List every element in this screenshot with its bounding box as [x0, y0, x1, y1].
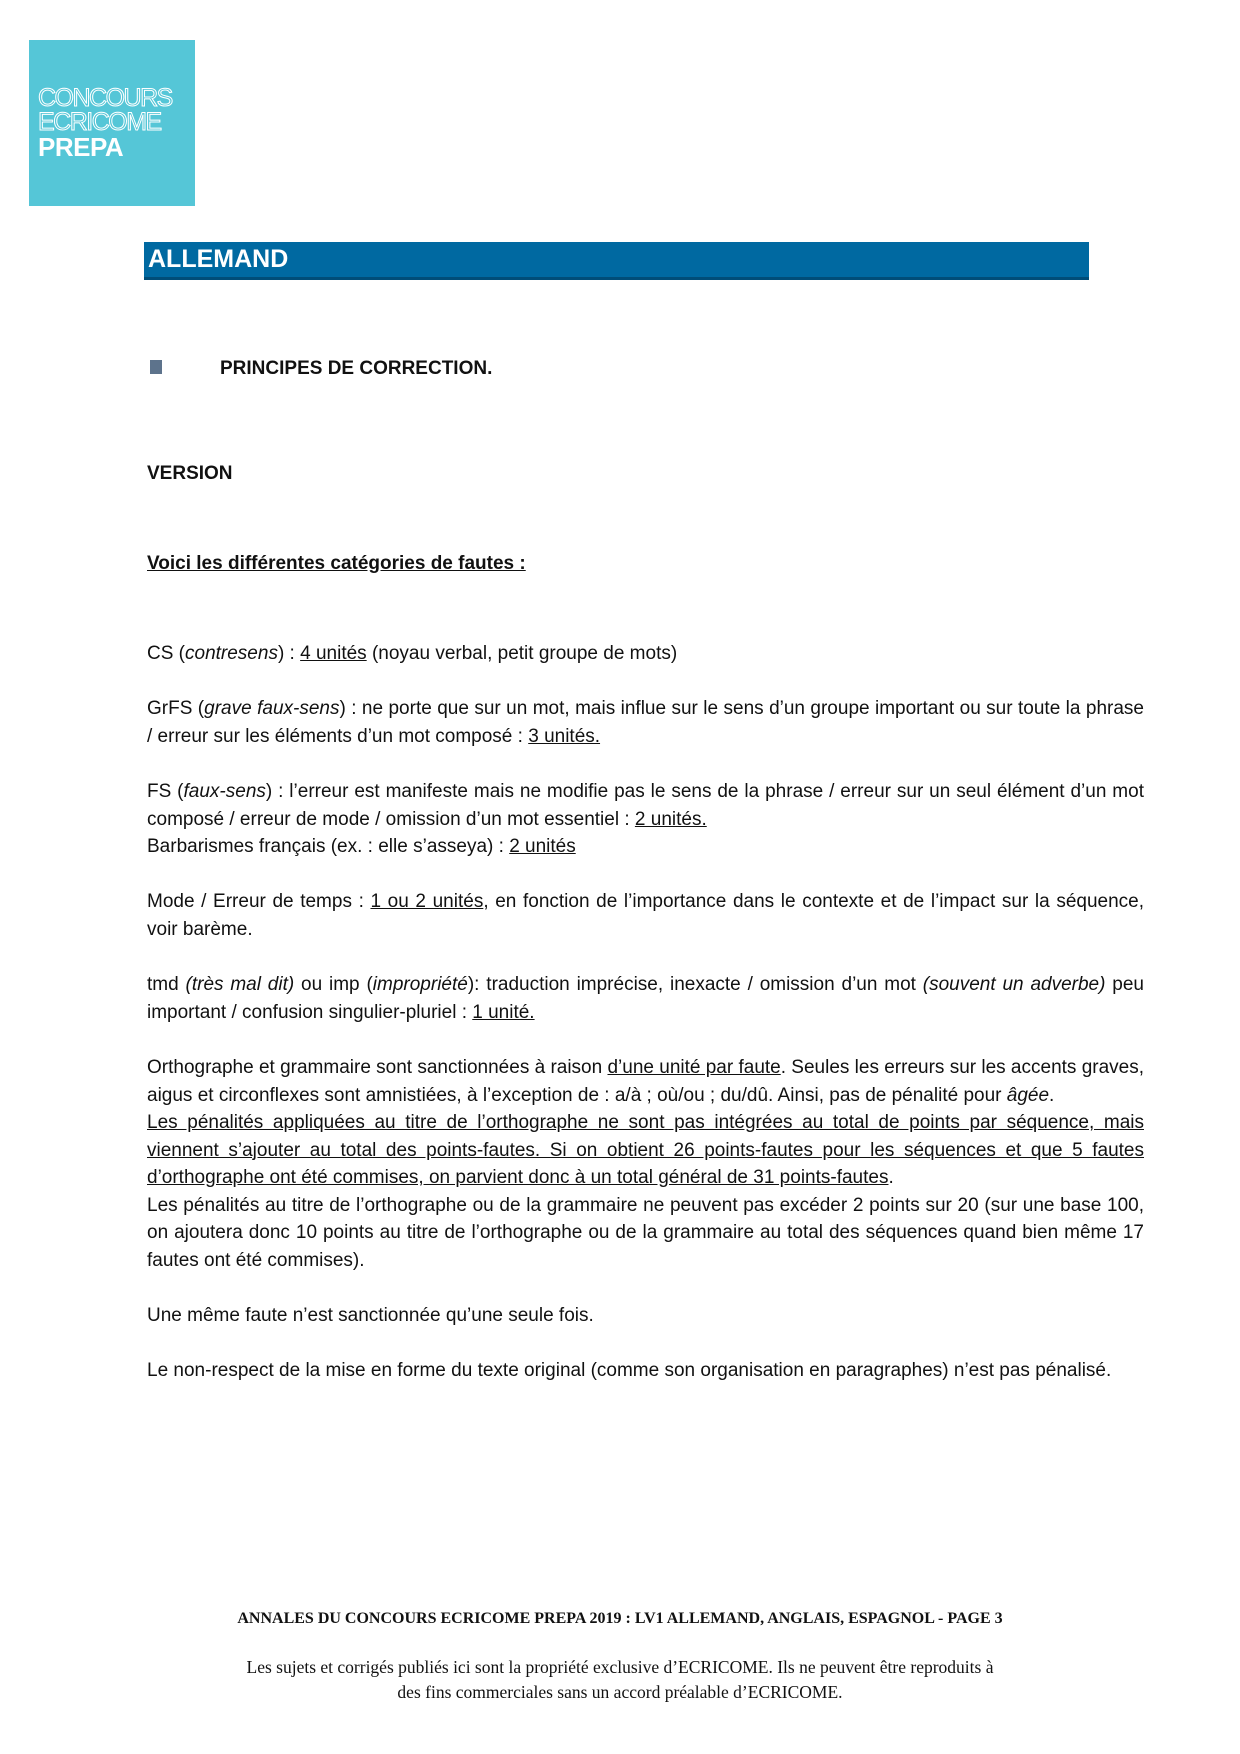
logo-line-concours: CONCOURS: [38, 84, 172, 112]
footer-copyright-note: [150, 1655, 1090, 1705]
paragraph-cs: CS (contresens) : 4 unités (noyau verbal, petit groupe de mots): [147, 643, 678, 664]
version-heading: VERSION: [147, 463, 233, 484]
paragraph-orthographe: Orthographe et grammaire sont sanctionnées à raison d’une unité par faute. Seules les erreurs sur les accents graves, aigus et circonflexes sont amnistiées, à l’exception de : a/à ; où/ou ; du/dû. Ainsi, pas de pénalité pour âgée.: [147, 1056, 1144, 1106]
paragraph-fs: FS (faux-sens) : l’erreur est manifeste mais ne modifie pas le sens de la phrase / erreur sur un seul élément d’un mot composé / erreur de mode / omission d’un mot essentiel : 2 unités.: [147, 780, 1144, 830]
subject-banner: [144, 242, 1089, 280]
paragraph-grfs: GrFS (grave faux-sens) : ne porte que sur un mot, mais influe sur le sens d’un groupe important ou sur toute la phrase / erreur sur les éléments d’un mot composé : 3 unités.: [147, 698, 1144, 747]
paragraph-plafond-penalites: Les pénalités au titre de l’orthographe ou de la grammaire ne peuvent pas excéder 2 points sur 20 (sur une base 100, on ajoutera donc 10 points au titre de l’orthographe ou de la grammaire au total des séquences quand bien même 17 fautes ont été commises).: [147, 1194, 1144, 1272]
section-heading: PRINCIPES DE CORRECTION.: [220, 358, 493, 379]
categories-heading: Voici les différentes catégories de fautes :: [147, 553, 526, 574]
footer-note-line-1: Les sujets et corrigés publiés ici sont la propriété exclusive d’ECRICOME. Ils ne peuvent être reproduits à: [246, 1657, 994, 1677]
paragraph-mode: Mode / Erreur de temps : 1 ou 2 unités, en fonction de l’importance dans le contexte et de l’impact sur la séquence, voir barème.: [147, 891, 1144, 940]
paragraph-penalites-orthographe: Les pénalités appliquées au titre de l’orthographe ne sont pas intégrées au total de points par séquence, mais viennent s’ajouter au total des points-fautes. Si on obtient 26 points-fautes pour les séquences et que 5 fautes d’orthographe ont été commises, on parvient donc à un total général de 31 points-fautes.: [147, 1112, 1144, 1189]
subject-title: ALLEMAND: [148, 245, 289, 273]
paragraph-mise-en-forme: Le non-respect de la mise en forme du texte original (comme son organisation en paragraphes) n’est pas pénalisé.: [147, 1360, 1112, 1382]
correction-body: [147, 640, 1144, 1413]
paragraph-tmd: tmd (très mal dit) ou imp (impropriété): traduction imprécise, inexacte / omission d’un mot (souvent un adverbe) peu important / confusion singulier-pluriel : 1 unité.: [147, 974, 1144, 1023]
ecricome-logo: [29, 40, 195, 206]
footer-title: ANNALES DU CONCOURS ECRICOME PREPA 2019 : LV1 ALLEMAND, ANGLAIS, ESPAGNOL - PAGE 3: [237, 1610, 1003, 1627]
square-bullet-icon: [150, 360, 162, 374]
paragraph-meme-faute: Une même faute n’est sanctionnée qu’une seule fois.: [147, 1305, 594, 1327]
paragraph-barbarismes: Barbarismes français (ex. : elle s’asseya) : 2 unités: [147, 836, 576, 858]
footer-note-line-2: des fins commerciales sans un accord préalable d’ECRICOME.: [397, 1682, 843, 1702]
logo-line-ecricome: ECRICOME: [38, 108, 161, 136]
logo-line-prepa: PREPA: [38, 132, 124, 162]
